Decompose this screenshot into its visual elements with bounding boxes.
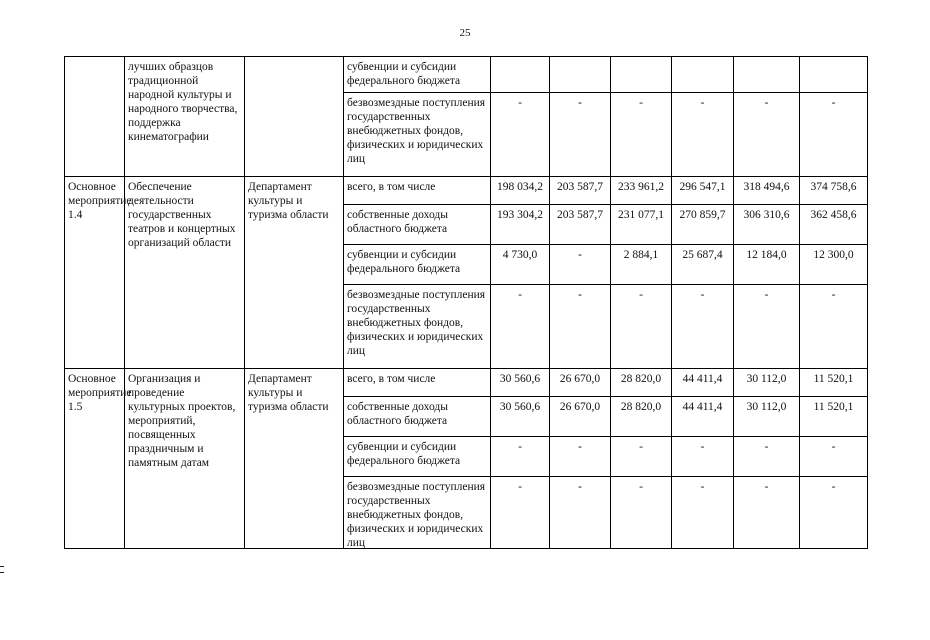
amount-cell: - [550,437,611,477]
amount-cell: 12 300,0 [800,245,868,285]
amount-cell: - [734,437,800,477]
measure-code: Основное мероприятие 1.4 [65,177,125,369]
funding-source-text: безвозмездные поступления государственных внебюджетных фондов, физических и юридических лиц [347,481,486,549]
funding-source-text: собственные доходы областного бюджета [347,401,448,427]
funding-source-label [344,57,491,93]
amount-cell: 203 587,7 [550,205,611,245]
amount-cell: - [491,285,550,369]
funding-source-label [344,205,491,245]
table-row [65,57,868,93]
funding-source-label [344,397,491,437]
amount-cell: 2 884,1 [611,245,672,285]
amount-cell: - [611,93,672,177]
amount-cell [611,57,672,93]
amount-cell: - [611,477,672,549]
amount-cell: - [800,285,868,369]
amount-cell: 203 587,7 [550,177,611,205]
amount-cell: - [550,93,611,177]
amount-cell: - [800,477,868,549]
amount-cell: - [611,285,672,369]
funding-source-label [344,437,491,477]
measure-code [65,57,125,177]
budget-table-body [65,57,868,549]
amount-cell: - [734,285,800,369]
amount-cell [800,57,868,93]
table-row [65,177,868,205]
amount-cell: 30 560,6 [491,369,550,397]
funding-source-text: всего, в том числе [347,373,436,385]
funding-source-label [344,245,491,285]
amount-cell [550,57,611,93]
funding-source-text: субвенции и субсидии федерального бюджета [347,249,461,275]
funding-source-text: субвенции и субсидии федерального бюджета [347,61,461,87]
funding-source-label [344,93,491,177]
page-number: 25 [459,27,471,39]
amount-cell: - [491,93,550,177]
measure-name: Обеспечение деятельности государственных театров и концертных организаций области [125,177,245,369]
amount-cell: - [672,285,734,369]
funding-source-text: всего, в том числе [347,181,436,193]
amount-cell: 11 520,1 [800,397,868,437]
amount-cell: 306 310,6 [734,205,800,245]
amount-cell: - [734,477,800,549]
amount-cell: - [800,437,868,477]
measure-executor: Департамент культуры и туризма области [245,369,344,549]
amount-cell: 362 458,6 [800,205,868,245]
amount-cell: 296 547,1 [672,177,734,205]
amount-cell: - [611,437,672,477]
measure-name: Организация и проведение культурных проектов, мероприятий, посвященных праздничным и памятным датам [125,369,245,549]
amount-cell: - [800,93,868,177]
amount-cell: - [672,93,734,177]
amount-cell: 318 494,6 [734,177,800,205]
funding-source-text: безвозмездные поступления государственных внебюджетных фондов, физических и юридических лиц [347,97,486,165]
amount-cell: 198 034,2 [491,177,550,205]
measure-executor [245,57,344,177]
amount-cell: 30 112,0 [734,397,800,437]
funding-source-label [344,477,491,549]
amount-cell: 233 961,2 [611,177,672,205]
amount-cell: 26 670,0 [550,369,611,397]
amount-cell: 25 687,4 [672,245,734,285]
amount-cell [734,57,800,93]
amount-cell: 193 304,2 [491,205,550,245]
amount-cell: 44 411,4 [672,397,734,437]
amount-cell: 26 670,0 [550,397,611,437]
amount-cell: - [550,285,611,369]
amount-cell: 44 411,4 [672,369,734,397]
amount-cell: 12 184,0 [734,245,800,285]
amount-cell: - [734,93,800,177]
amount-cell: 30 112,0 [734,369,800,397]
margin-mark [0,566,4,573]
funding-source-label [344,369,491,397]
funding-source-label [344,285,491,369]
amount-cell: 28 820,0 [611,397,672,437]
measure-executor: Департамент культуры и туризма области [245,177,344,369]
amount-cell: 270 859,7 [672,205,734,245]
amount-cell: - [672,437,734,477]
amount-cell: - [672,477,734,549]
amount-cell: - [550,245,611,285]
amount-cell: - [491,437,550,477]
amount-cell: - [491,477,550,549]
amount-cell [672,57,734,93]
amount-cell [491,57,550,93]
funding-source-text: субвенции и субсидии федерального бюджета [347,441,461,467]
amount-cell: - [550,477,611,549]
funding-source-text: безвозмездные поступления государственных внебюджетных фондов, физических и юридических лиц [347,289,486,357]
amount-cell: 231 077,1 [611,205,672,245]
amount-cell: 30 560,6 [491,397,550,437]
funding-source-text: собственные доходы областного бюджета [347,209,448,235]
measure-code: Основное мероприятие 1.5 [65,369,125,549]
amount-cell: 4 730,0 [491,245,550,285]
amount-cell: 28 820,0 [611,369,672,397]
amount-cell: 374 758,6 [800,177,868,205]
funding-source-label [344,177,491,205]
measure-name: лучших образцов традиционной народной культуры и народного творчества, поддержка кинематографии [125,57,245,177]
budget-table [64,56,868,549]
amount-cell: 11 520,1 [800,369,868,397]
table-row [65,369,868,397]
